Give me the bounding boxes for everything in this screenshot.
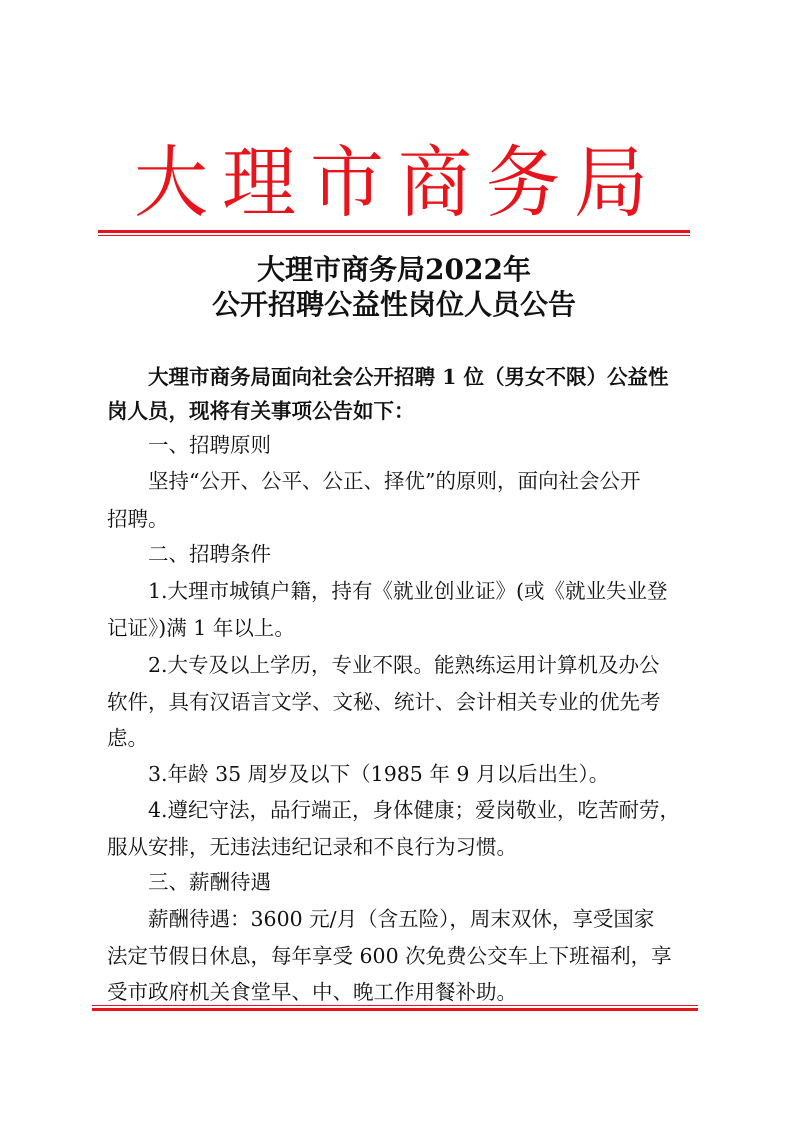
section2-item2-line3: 虑。 <box>107 726 148 750</box>
document-title-line1: 大理市商务局2022年 <box>257 253 531 286</box>
section2-item2-line1: 2.大专及以上学历，专业不限。能熟练运用计算机及办公 <box>148 653 660 677</box>
section2-item4-line1: 4.遵纪守法，品行端正，身体健康；爱岗敬业，吃苦耐劳， <box>148 798 681 822</box>
section3-line1: 薪酬待遇：3600 元/月（含五险），周末双休，享受国家 <box>148 907 655 931</box>
section3-line3: 受市政府机关食堂早、中、晚工作用餐补助。 <box>107 980 517 1004</box>
section3-heading: 三、薪酬待遇 <box>148 870 271 894</box>
document-title-line2: 公开招聘公益性岗位人员公告 <box>211 288 576 321</box>
section1-line1: 坚持“公开、公平、公正、择优”的原则，面向社会公开 <box>148 469 641 493</box>
section2-item2-line2: 软件，具有汉语言文学、文秘、统计、会计相关专业的优先考 <box>107 690 661 714</box>
organization-header: 大理市商务局 <box>134 137 662 229</box>
intro-line2: 岗人员，现将有关事项公告如下： <box>107 399 415 423</box>
section1-line2: 招聘。 <box>107 507 169 531</box>
intro-line1: 大理市商务局面向社会公开招聘 1 位（男女不限）公益性 <box>148 365 669 389</box>
section2-item1-line1: 1.大理市城镇户籍，持有《就业创业证》(或《就业失业登 <box>148 579 668 603</box>
section1-heading: 一、招聘原则 <box>148 433 271 457</box>
section3-line2: 法定节假日休息，每年享受 600 次免费公交车上下班福利，享 <box>107 944 672 968</box>
section2-heading: 二、招聘条件 <box>148 542 271 566</box>
section2-item3-line1: 3.年龄 35 周岁及以下（1985 年 9 月以后出生）。 <box>148 762 610 786</box>
section2-item4-line2: 服从安排，无违法违纪记录和不良行为习惯。 <box>107 835 517 859</box>
section2-item1-line2: 记证》)满 1 年以上。 <box>107 616 295 640</box>
